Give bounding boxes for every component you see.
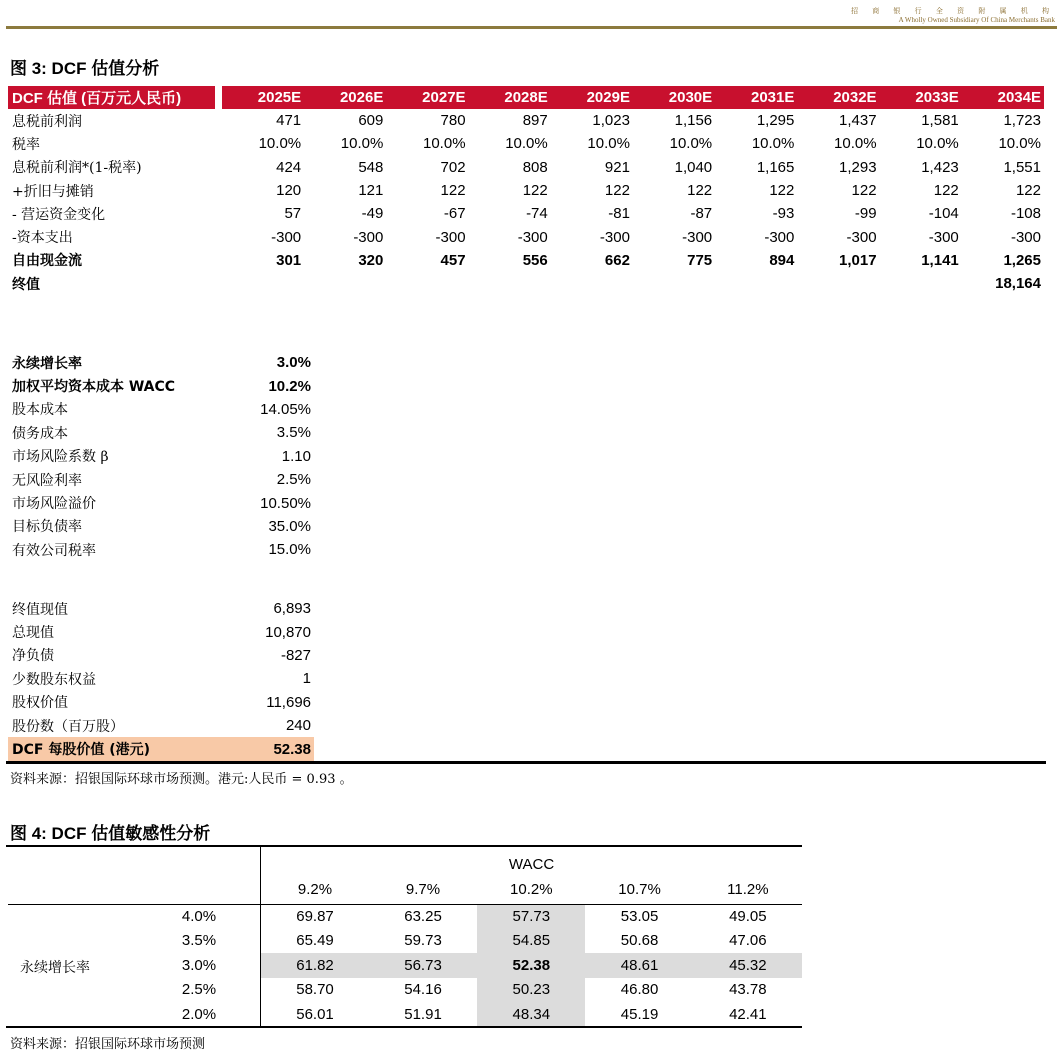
assumption-value: 3.5%: [276, 424, 311, 442]
wacc-header: 11.2%: [727, 881, 769, 899]
assumption-value: 10.2%: [268, 377, 311, 395]
assumption-value: 1.10: [281, 447, 311, 465]
per-share-label: DCF 每股价值 (港元): [8, 737, 236, 760]
dcf-row-label: 息税前利润*(1-税率): [12, 160, 142, 177]
valuation-row: [8, 620, 314, 643]
sensitivity-cell: 45.19: [620, 1005, 659, 1023]
dcf-cell: 662: [604, 251, 630, 269]
spacer-cell: [215, 249, 222, 272]
growth-label: 2.0%: [181, 1005, 217, 1023]
dcf-cell: -81: [608, 205, 630, 223]
dcf-cell: 122: [522, 182, 548, 200]
dcf-cell: 775: [687, 251, 713, 269]
valuation-label: 净负债: [12, 648, 54, 665]
sensitivity-cell: 50.68: [620, 932, 659, 950]
valuation-label: 少数股东权益: [12, 671, 96, 688]
dcf-row: [8, 272, 1044, 295]
sensitivity-row: [8, 1002, 802, 1027]
dcf-cell: -108: [1010, 205, 1041, 223]
dcf-cell: 471: [276, 112, 302, 130]
dcf-cell: -300: [353, 228, 384, 246]
sensitivity-cell: 48.34: [477, 1002, 585, 1027]
year-header: 2026E: [304, 86, 386, 109]
valuation-value: 10,870: [265, 623, 311, 641]
dcf-cell: 320: [358, 251, 384, 269]
dcf-cell: 921: [604, 158, 630, 176]
dcf-row-label: -资本支出: [12, 230, 73, 247]
growth-label: 4.0%: [181, 908, 217, 925]
dcf-cell: 548: [358, 158, 384, 176]
growth-value: 3.0%: [181, 956, 217, 974]
year-header: 2031E: [715, 86, 797, 109]
wacc-group-label: WACC: [261, 846, 802, 876]
dcf-cell: 897: [522, 112, 548, 130]
dcf-cell: 122: [933, 182, 959, 200]
sensitivity-cell: 59.73: [404, 932, 442, 950]
assumption-label: 有效公司税率: [12, 542, 96, 559]
dcf-cell: 57: [284, 205, 302, 223]
dcf-cell: 1,551: [1003, 158, 1041, 176]
figure-3-title-prefix: 图 3: DCF: [10, 59, 92, 78]
growth-label: [8, 953, 261, 978]
growth-label: 3.5%: [181, 932, 217, 950]
dcf-cell: 10.0%: [669, 135, 713, 153]
dcf-cell: -300: [682, 228, 713, 246]
sensitivity-cell: 48.61: [585, 953, 693, 978]
figure-3-title-cn: 估值分析: [91, 59, 160, 79]
dcf-cell: 1,293: [839, 158, 877, 176]
dcf-cell: -300: [764, 228, 795, 246]
wacc-header-row: [8, 876, 802, 904]
assumption-label: 加权平均资本成本 WACC: [12, 379, 176, 396]
sensitivity-cell: 52.38: [477, 953, 585, 978]
dcf-cell: 1,141: [921, 251, 959, 269]
valuation-row: [8, 667, 314, 690]
assumption-label: 永续增长率: [12, 355, 82, 372]
dcf-cell: 10.0%: [834, 135, 877, 153]
figure-3-source-note: 资料来源：招银国际环球市场预测。港元:人民币 = 0.93 。: [10, 772, 353, 787]
dcf-cell: [304, 272, 386, 295]
dcf-cell: 10.0%: [587, 135, 630, 153]
figure-4-bottom-rule: [6, 1026, 802, 1028]
assumption-row: [8, 398, 314, 421]
dcf-row: [8, 179, 1044, 202]
assumption-label: 债务成本: [12, 425, 68, 442]
sensitivity-row: [8, 978, 802, 1003]
dcf-cell: 609: [358, 112, 384, 130]
dcf-cell: -93: [772, 205, 795, 223]
assumption-row: [8, 374, 314, 397]
spacer-cell: [215, 272, 222, 295]
assumption-row: [8, 445, 314, 468]
figure-4-title: [10, 819, 210, 844]
sensitivity-cell: 51.91: [404, 1005, 442, 1023]
assumption-value: 15.0%: [268, 541, 311, 559]
valuation-row: [8, 714, 314, 737]
dcf-cell: -300: [1010, 228, 1041, 246]
dcf-valuation-summary-table: [8, 597, 314, 761]
figure-4-source-note: 资料来源：招银国际环球市场预测: [10, 1037, 206, 1052]
sensitivity-cell: 69.87: [261, 904, 369, 929]
dcf-cell: 122: [769, 182, 795, 200]
dcf-cell: [222, 272, 304, 295]
sensitivity-cell: 54.85: [477, 929, 585, 954]
spacer-cell: [215, 225, 222, 248]
assumption-label: 市场风险溢价: [12, 496, 96, 513]
year-header: 2034E: [962, 86, 1044, 109]
figure-3-bottom-rule: [6, 761, 1046, 764]
dcf-cell: 1,423: [921, 158, 959, 176]
sensitivity-cell: 58.70: [261, 978, 369, 1003]
year-header: 2029E: [551, 86, 633, 109]
sensitivity-cell: 65.49: [261, 929, 369, 954]
brand-name-en: A Wholly Owned Subsidiary Of China Merchants Bank: [898, 16, 1055, 24]
dcf-header-label: DCF 估值 (百万元人民币): [8, 86, 215, 109]
dcf-cell: 1,581: [921, 112, 959, 130]
year-header: 2027E: [386, 86, 468, 109]
sensitivity-cell: 46.80: [620, 981, 659, 999]
dcf-cell: 1,265: [1003, 251, 1041, 269]
sensitivity-table: [8, 846, 802, 1027]
assumption-label: 目标负债率: [12, 519, 82, 536]
year-header: 2028E: [469, 86, 551, 109]
per-share-value: 52.38: [236, 737, 314, 760]
dcf-cell: -67: [443, 205, 466, 223]
assumption-label: 市场风险系数 β: [12, 449, 109, 466]
dcf-cell: 122: [1015, 182, 1041, 200]
sensitivity-cell: 53.05: [620, 908, 659, 925]
dcf-cell: 556: [522, 251, 548, 269]
dcf-header-row: [8, 86, 1044, 109]
sensitivity-group-header-row: [8, 846, 802, 876]
dcf-valuation-table: [8, 86, 1044, 295]
year-header: 2030E: [633, 86, 715, 109]
dcf-cell: -49: [361, 205, 384, 223]
dcf-cell: 10.0%: [423, 135, 466, 153]
valuation-label: 股份数（百万股）: [12, 718, 124, 735]
dcf-cell: 808: [522, 158, 548, 176]
valuation-row: [8, 691, 314, 714]
wacc-header: 10.2%: [510, 881, 553, 899]
dcf-row: [8, 249, 1044, 272]
assumption-value: 2.5%: [276, 471, 311, 489]
dcf-cell: 780: [440, 112, 466, 130]
wacc-header: 9.7%: [405, 881, 441, 899]
year-header: 2032E: [797, 86, 879, 109]
dcf-cell: 122: [440, 182, 466, 200]
valuation-value: 6,893: [273, 600, 311, 618]
dcf-cell: 18,164: [995, 275, 1041, 293]
assumption-value: 14.05%: [260, 400, 311, 418]
dcf-cell: 1,023: [592, 112, 630, 130]
sensitivity-cell: 61.82: [261, 953, 369, 978]
dcf-cell: -300: [599, 228, 630, 246]
dcf-cell: 121: [358, 182, 384, 200]
spacer-cell: [215, 202, 222, 225]
figure-3-title: [10, 54, 159, 79]
dcf-cell: [551, 272, 633, 295]
dcf-cell: 1,723: [1003, 112, 1041, 130]
dcf-assumptions-table: [8, 351, 314, 562]
dcf-cell: 894: [769, 251, 795, 269]
dcf-row: [8, 132, 1044, 155]
dcf-cell: 122: [604, 182, 630, 200]
sensitivity-cell: 56.73: [369, 953, 477, 978]
dcf-cell: [880, 272, 962, 295]
brand-logo: [851, 8, 1055, 24]
brand-name-cn: 招 商 银 行 全 资 附 属 机 构: [850, 7, 1055, 15]
sensitivity-cell: 54.16: [404, 981, 442, 999]
dcf-cell: 10.0%: [258, 135, 302, 153]
sensitivity-cell: 49.05: [729, 908, 767, 925]
dcf-cell: 702: [440, 158, 466, 176]
sensitivity-cell: 43.78: [729, 981, 767, 999]
header-gap: [215, 86, 222, 109]
dcf-cell: 1,017: [839, 251, 877, 269]
dcf-cell: -300: [928, 228, 959, 246]
corner-cell: [8, 876, 261, 904]
dcf-cell: -300: [271, 228, 302, 246]
dcf-cell: 120: [276, 182, 302, 200]
dcf-cell: 122: [687, 182, 713, 200]
dcf-row-label: 息税前利润: [12, 113, 82, 130]
spacer-cell: [215, 132, 222, 155]
sensitivity-cell: 50.23: [477, 978, 585, 1003]
assumption-row: [8, 515, 314, 538]
assumption-row: [8, 538, 314, 561]
valuation-label: 股权价值: [12, 695, 68, 712]
sensitivity-row: [8, 904, 802, 929]
dcf-cell: 122: [851, 182, 877, 200]
sensitivity-cell: 56.01: [261, 1002, 369, 1027]
sensitivity-cell: 47.06: [729, 932, 767, 950]
dcf-cell: -99: [854, 205, 877, 223]
dcf-row-label: 终值: [12, 276, 40, 293]
dcf-row: [8, 202, 1044, 225]
sensitivity-row: [8, 929, 802, 954]
dcf-cell: 10.0%: [916, 135, 959, 153]
sensitivity-row: [8, 953, 802, 978]
valuation-value: 240: [285, 717, 311, 735]
valuation-value: -827: [280, 646, 311, 664]
dcf-cell: -300: [846, 228, 877, 246]
figure-4-title-prefix: 图 4: DCF: [10, 824, 92, 843]
dcf-cell: 1,295: [756, 112, 795, 130]
dcf-cell: 1,437: [839, 112, 877, 130]
dcf-cell: 301: [276, 251, 302, 269]
assumption-row: [8, 351, 314, 374]
dcf-row-label: +折旧与摊销: [12, 183, 94, 200]
corner-cell: [8, 846, 261, 876]
valuation-row: [8, 644, 314, 667]
dcf-cell: -300: [435, 228, 466, 246]
sensitivity-cell: 45.32: [694, 953, 802, 978]
wacc-header: 9.2%: [261, 876, 369, 904]
year-header: 2033E: [880, 86, 962, 109]
sensitivity-cell: 57.73: [477, 904, 585, 929]
dcf-row: [8, 109, 1044, 132]
dcf-row: [8, 225, 1044, 248]
valuation-value: 1: [302, 670, 311, 688]
dcf-cell: 1,040: [674, 158, 713, 176]
spacer-cell: [215, 156, 222, 179]
assumption-label: 无风险利率: [12, 472, 82, 489]
dcf-cell: 457: [440, 251, 466, 269]
assumption-row: [8, 468, 314, 491]
dcf-row-label: 税率: [12, 136, 40, 153]
dcf-cell: [715, 272, 797, 295]
growth-group-label: 永续增长率: [20, 960, 90, 976]
assumption-value: 10.50%: [260, 494, 311, 512]
dcf-cell: [633, 272, 715, 295]
dcf-cell: 10.0%: [505, 135, 548, 153]
dcf-cell: -87: [690, 205, 713, 223]
wacc-header: 10.7%: [618, 881, 661, 899]
per-share-value-row: [8, 737, 314, 760]
dcf-cell: 1,156: [674, 112, 713, 130]
valuation-row: [8, 597, 314, 620]
spacer-cell: [215, 109, 222, 132]
valuation-label: 总现值: [12, 625, 54, 642]
dcf-cell: 10.0%: [998, 135, 1041, 153]
year-header: 2025E: [222, 86, 304, 109]
valuation-value: 11,696: [266, 693, 311, 711]
dcf-cell: [386, 272, 468, 295]
sensitivity-cell: 42.41: [729, 1005, 767, 1023]
header-rule: [6, 26, 1057, 29]
dcf-cell: [797, 272, 879, 295]
dcf-cell: [469, 272, 551, 295]
dcf-cell: 10.0%: [751, 135, 795, 153]
assumption-row: [8, 491, 314, 514]
assumption-value: 35.0%: [268, 517, 311, 535]
assumption-label: 股本成本: [12, 402, 68, 419]
spacer-cell: [215, 179, 222, 202]
assumption-value: 3.0%: [276, 354, 311, 372]
sensitivity-cell: 63.25: [404, 908, 442, 925]
growth-label: 2.5%: [181, 981, 217, 999]
figure-4-title-cn: 估值敏感性分析: [91, 824, 211, 844]
dcf-cell: -300: [517, 228, 548, 246]
valuation-label: 终值现值: [12, 601, 68, 618]
dcf-cell: -74: [526, 205, 548, 223]
dcf-row-label: - 营运资金变化: [12, 206, 106, 223]
dcf-row: [8, 156, 1044, 179]
dcf-cell: -104: [928, 205, 959, 223]
dcf-row-label: 自由现金流: [12, 253, 82, 270]
assumption-row: [8, 421, 314, 444]
dcf-cell: 10.0%: [340, 135, 384, 153]
dcf-cell: 1,165: [756, 158, 795, 176]
dcf-cell: 424: [276, 158, 302, 176]
